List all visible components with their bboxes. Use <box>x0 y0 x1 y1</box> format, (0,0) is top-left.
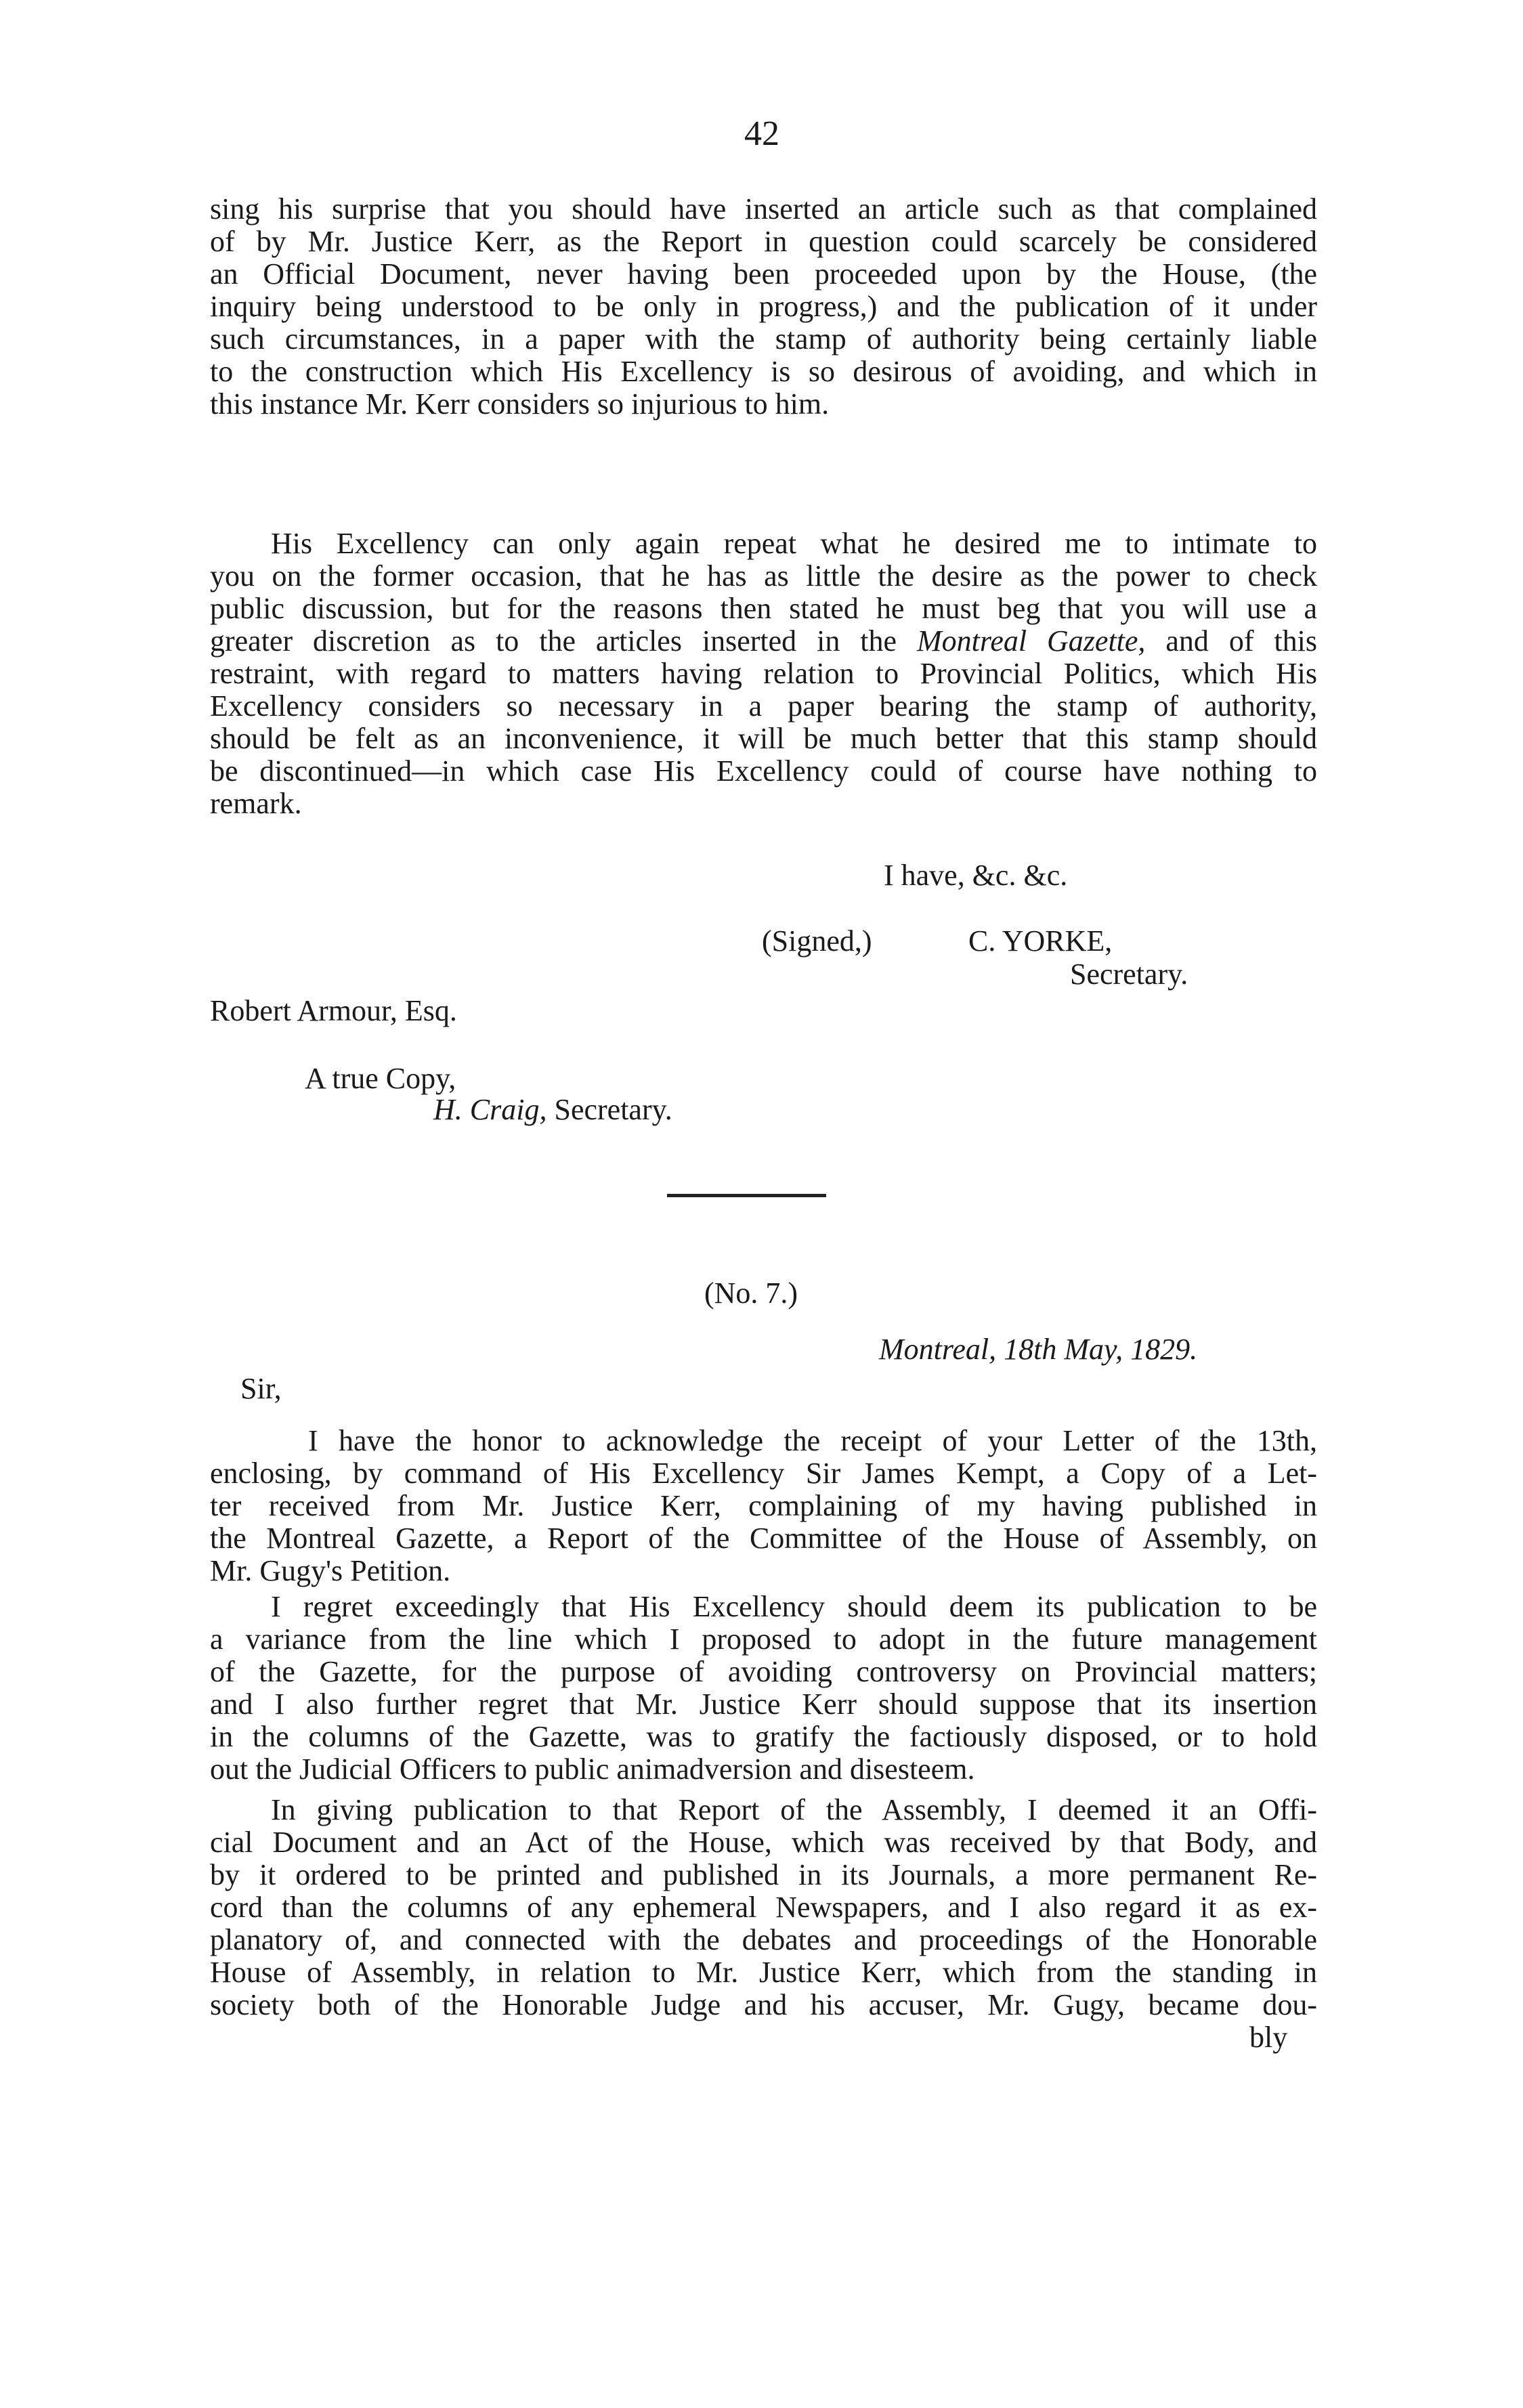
newspaper-title: Montreal Gazette, <box>916 624 1146 658</box>
paragraph-2-line: public discussion, but for the reasons then stated he must beg that you will use a <box>210 592 1317 625</box>
catchword: bly <box>1249 2021 1288 2054</box>
letter-number: (No. 7.) <box>704 1276 798 1310</box>
paragraph-2-text: and of this <box>1145 624 1317 658</box>
letter-paragraph-line: I have the honor to acknowledge the receipt of your Letter of the 13th, <box>308 1424 1317 1457</box>
paragraph-1-line: such circumstances, in a paper with the stamp of authority being certainly liable <box>210 322 1317 356</box>
paragraph-2-line <box>210 626 1317 657</box>
dateline <box>879 1334 1197 1365</box>
addressee: Robert Armour, Esq. <box>210 994 457 1027</box>
letter-paragraph-line: Mr. Gugy's Petition. <box>210 1554 451 1587</box>
letter-paragraph-line: enclosing, by command of His Excellency Sir James Kempt, a Copy of a Let- <box>210 1457 1317 1490</box>
true-copy-label: A true Copy, <box>305 1062 456 1095</box>
closing-signed: (Signed,) <box>762 924 872 958</box>
letter-paragraph-line: in the columns of the Gazette, was to gratify the factiously disposed, or to hold <box>210 1720 1317 1753</box>
letter-paragraph-line: the Montreal Gazette, a Report of the Committee of the House of Assembly, on <box>210 1522 1317 1555</box>
section-divider <box>667 1194 826 1197</box>
letter-paragraph-line: planatory of, and connected with the debates and proceedings of the Honorable <box>210 1923 1317 1956</box>
signer-title: Secretary. <box>546 1093 672 1126</box>
letter-paragraph-line: I regret exceedingly that His Excellency should deem its publication to be <box>271 1590 1317 1623</box>
paragraph-1-line: of by Mr. Justice Kerr, as the Report in question could scarcely be considered <box>210 225 1317 258</box>
signer-name: H. Craig, <box>433 1093 547 1126</box>
closing-title: Secretary. <box>1070 958 1188 991</box>
paragraph-2-line: restraint, with regard to matters having relation to Provincial Politics, which His <box>210 657 1317 690</box>
dateline-text: Montreal, 18th May, 1829. <box>879 1333 1198 1366</box>
closing-name: C. YORKE, <box>968 924 1113 958</box>
letter-paragraph-line: In giving publication to that Report of the Assembly, I deemed it an Offi- <box>271 1793 1317 1826</box>
paragraph-2-line: Excellency considers so necessary in a paper bearing the stamp of authority, <box>210 689 1317 723</box>
letter-paragraph-line: society both of the Honorable Judge and his accuser, Mr. Gugy, became dou- <box>210 1988 1317 2021</box>
letter-paragraph-line: cord than the columns of any ephemeral Newspapers, and I also regard it as ex- <box>210 1891 1317 1924</box>
paragraph-1-line: this instance Mr. Kerr considers so injurious to him. <box>210 387 830 421</box>
paragraph-2-line: you on the former occasion, that he has as little the desire as the power to check <box>210 559 1317 593</box>
paragraph-1-line: to the construction which His Excellency is so desirous of avoiding, and which in <box>210 355 1317 388</box>
paragraph-1-line: inquiry being understood to be only in progress,) and the publication of it under <box>210 290 1317 323</box>
paragraph-2-text: greater discretion as to the articles inserted in the <box>210 624 917 658</box>
salutation: Sir, <box>240 1372 282 1405</box>
paragraph-2-line: should be felt as an inconvenience, it will be much better that this stamp should <box>210 722 1317 755</box>
letter-paragraph-line: cial Document and an Act of the House, which was received by that Body, and <box>210 1826 1317 1859</box>
letter-paragraph-line: House of Assembly, in relation to Mr. Justice Kerr, which from the standing in <box>210 1956 1317 1989</box>
page-number: 42 <box>744 114 779 153</box>
letter-paragraph-line: a variance from the line which I proposed to adopt in the future management <box>210 1622 1317 1656</box>
paragraph-2-line: be discontinued—in which case His Excellency could of course have nothing to <box>210 754 1317 788</box>
paragraph-2-line: remark. <box>210 787 302 820</box>
letter-paragraph-line: and I also further regret that Mr. Justice Kerr should suppose that its insertion <box>210 1687 1317 1721</box>
true-copy-signer <box>433 1094 672 1125</box>
letter-paragraph-line: by it ordered to be printed and published in its Journals, a more permanent Re- <box>210 1858 1317 1891</box>
closing-i-have: I have, &c. &c. <box>884 859 1068 892</box>
letter-paragraph-line: out the Judicial Officers to public animadversion and disesteem. <box>210 1753 975 1786</box>
paragraph-1-line: sing his surprise that you should have inserted an article such as that complained <box>210 192 1317 225</box>
paragraph-2-line: His Excellency can only again repeat what he desired me to intimate to <box>271 527 1317 560</box>
letter-paragraph-line: ter received from Mr. Justice Kerr, complaining of my having published in <box>210 1489 1317 1522</box>
letter-paragraph-line: of the Gazette, for the purpose of avoiding controversy on Provincial matters; <box>210 1655 1317 1688</box>
paragraph-1-line: an Official Document, never having been proceeded upon by the House, (the <box>210 257 1317 291</box>
